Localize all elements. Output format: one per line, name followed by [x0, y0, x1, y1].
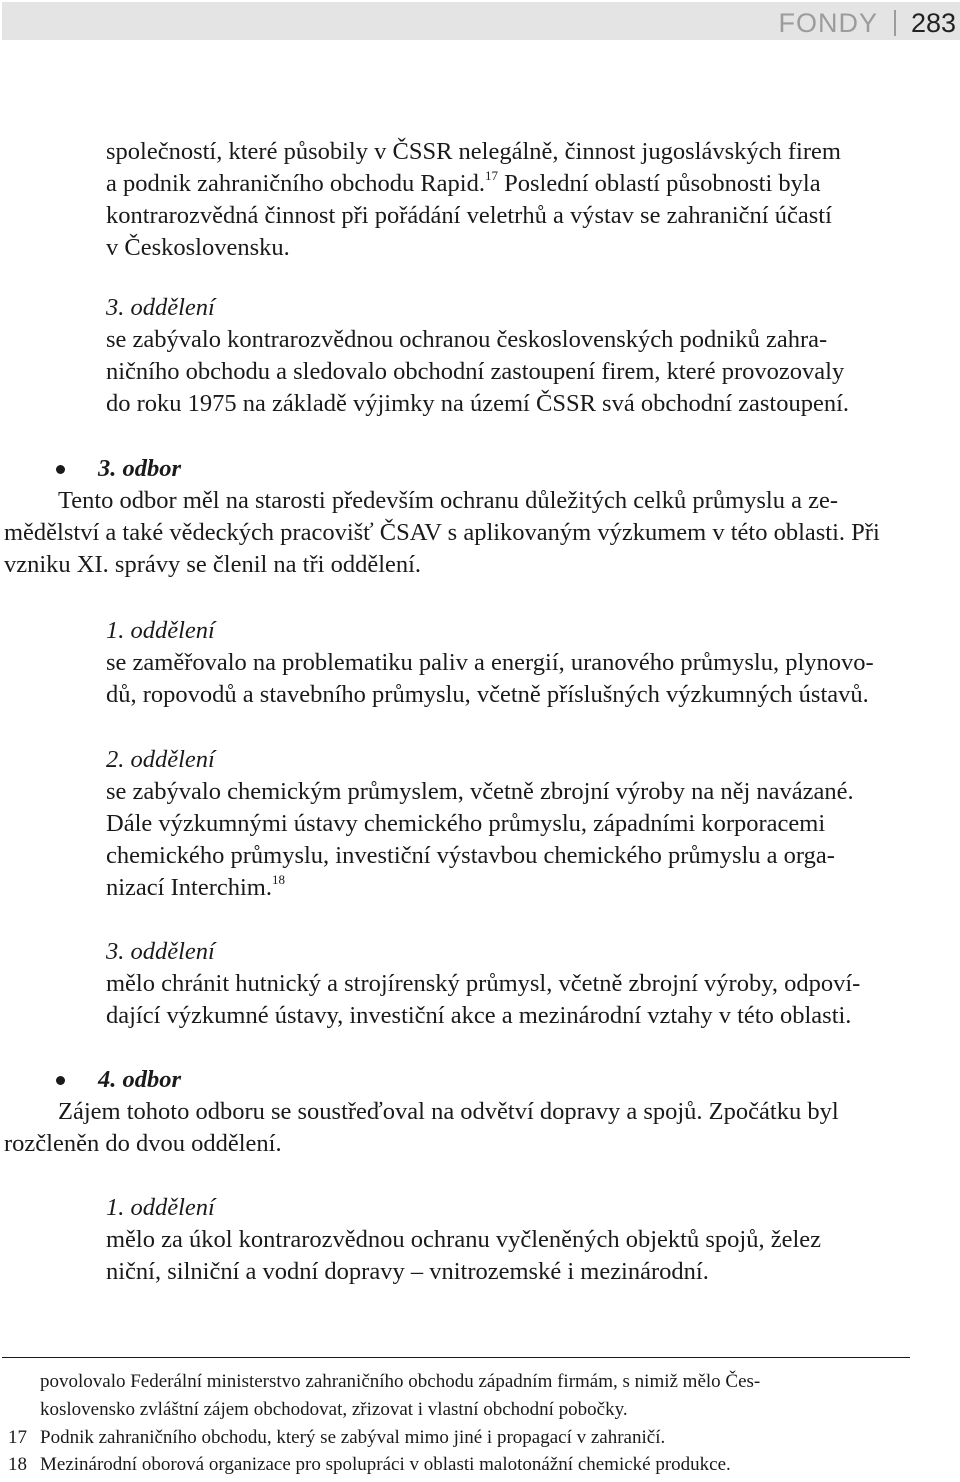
paragraph-line: Tento odbor měl na starosti především ochranu důležitých celků průmyslu a ze-	[58, 487, 839, 514]
paragraph-line: mělo chránit hutnický a strojírenský průmysl, včetně zbrojní výroby, odpoví-	[106, 970, 861, 997]
paragraph-line: se zaměřovalo na problematiku paliv a energií, uranového průmyslu, plynovo-	[106, 649, 874, 676]
paragraph-line: dů, ropovodů a stavebního průmyslu, včetně příslušných výzkumných ústavů.	[106, 681, 869, 708]
paragraph-line: Dále výzkumnými ústavy chemického průmyslu, západními korporacemi	[106, 810, 826, 837]
paragraph-line: společností, které působily v ČSSR nelegálně, činnost jugoslávských firem	[106, 138, 841, 165]
department-1-section	[106, 615, 912, 711]
paragraph-line: se zabývalo kontrarozvědnou ochranou československých podniků zahra-	[106, 326, 828, 353]
footnote-text: Mezinárodní oborová organizace pro spolupráci v oblasti malotonážní chemické produkce.	[40, 1454, 731, 1475]
footnote-text: Podnik zahraničního obchodu, který se zabýval mimo jiné i propagací v zahraničí.	[40, 1427, 666, 1448]
paragraph-line: dající výzkumné ústavy, investiční akce a mezinárodní vztahy v této oblasti.	[106, 1002, 852, 1029]
department-2-section	[106, 744, 912, 904]
department-1b-section	[106, 1192, 912, 1288]
paragraph-line: rozčleněn do dvou oddělení.	[4, 1130, 282, 1157]
footnote-number: 18	[8, 1454, 27, 1475]
paragraph-line: chemického průmyslu, investiční výstavbou chemického průmyslu a orga-	[106, 842, 835, 869]
running-header	[2, 2, 960, 40]
paragraph-line: do roku 1975 na základě výjimky na území ČSSR svá obchodní zastoupení.	[106, 390, 850, 417]
paragraph-line: mědělství a také vědeckých pracovišť ČSAV s aplikovaným výzkumem v této oblasti. Při	[4, 519, 880, 546]
paragraph-line: v Československu.	[106, 234, 290, 261]
department-heading: 3. oddělení	[106, 938, 215, 965]
header-divider	[894, 10, 896, 36]
intro-paragraph	[106, 136, 912, 264]
odbor-3-section	[4, 453, 912, 581]
footnote-ref-17[interactable]: 17	[484, 168, 498, 183]
paragraph-line: se zabývalo chemickým průmyslem, včetně zbrojní výroby na něj navázané.	[106, 778, 854, 805]
footnote-continuation-line: koslovensko zvláštní zájem obchodovat, zřizovat i vlastní obchodní pobočky.	[40, 1399, 628, 1420]
odbor-4-section	[4, 1064, 912, 1160]
paragraph-line: nizací Interchim.$^{18}$	[106, 872, 285, 901]
footnote-ref-18[interactable]: 18	[271, 872, 285, 887]
paragraph-line: vzniku XI. správy se členil na tři oddělení.	[4, 551, 422, 578]
odbor-heading: 4. odbor	[98, 1066, 182, 1093]
paragraph-line: mělo za úkol kontrarozvědnou ochranu vyčleněných objektů spojů, želez	[106, 1226, 822, 1253]
footnote-number: 17	[8, 1427, 27, 1448]
paragraph-line: a podnik zahraničního obchodu Rapid.$^{17}$ Poslední oblastí působnosti byla	[106, 168, 821, 197]
paragraph-line: ničního obchodu a sledovalo obchodní zastoupení firem, které provozovaly	[106, 358, 845, 385]
department-heading: 2. oddělení	[106, 746, 215, 773]
page-number: 283	[910, 8, 956, 38]
department-3-section	[106, 292, 912, 420]
paragraph-line: kontrarozvědná činnost při pořádání veletrhů a výstav se zahraniční účastí	[106, 202, 832, 229]
footnote-continuation-line: povolovalo Federální ministerstvo zahraničního obchodu západním firmám, s nimiž mělo Čes-	[40, 1371, 761, 1392]
paragraph-line: niční, silniční a vodní dopravy – vnitrozemské i mezinárodní.	[106, 1258, 709, 1285]
footnote-divider	[2, 1357, 910, 1358]
department-heading: 3. oddělení	[106, 294, 215, 321]
odbor-heading: 3. odbor	[98, 455, 182, 482]
header-section-title: FONDY	[778, 8, 878, 38]
department-3b-section	[106, 936, 912, 1032]
department-heading: 1. oddělení	[106, 1194, 215, 1221]
paragraph-line: Zájem tohoto odboru se soustřeďoval na odvětví dopravy a spojů. Zpočátku byl	[58, 1098, 839, 1125]
department-heading: 1. oddělení	[106, 617, 215, 644]
